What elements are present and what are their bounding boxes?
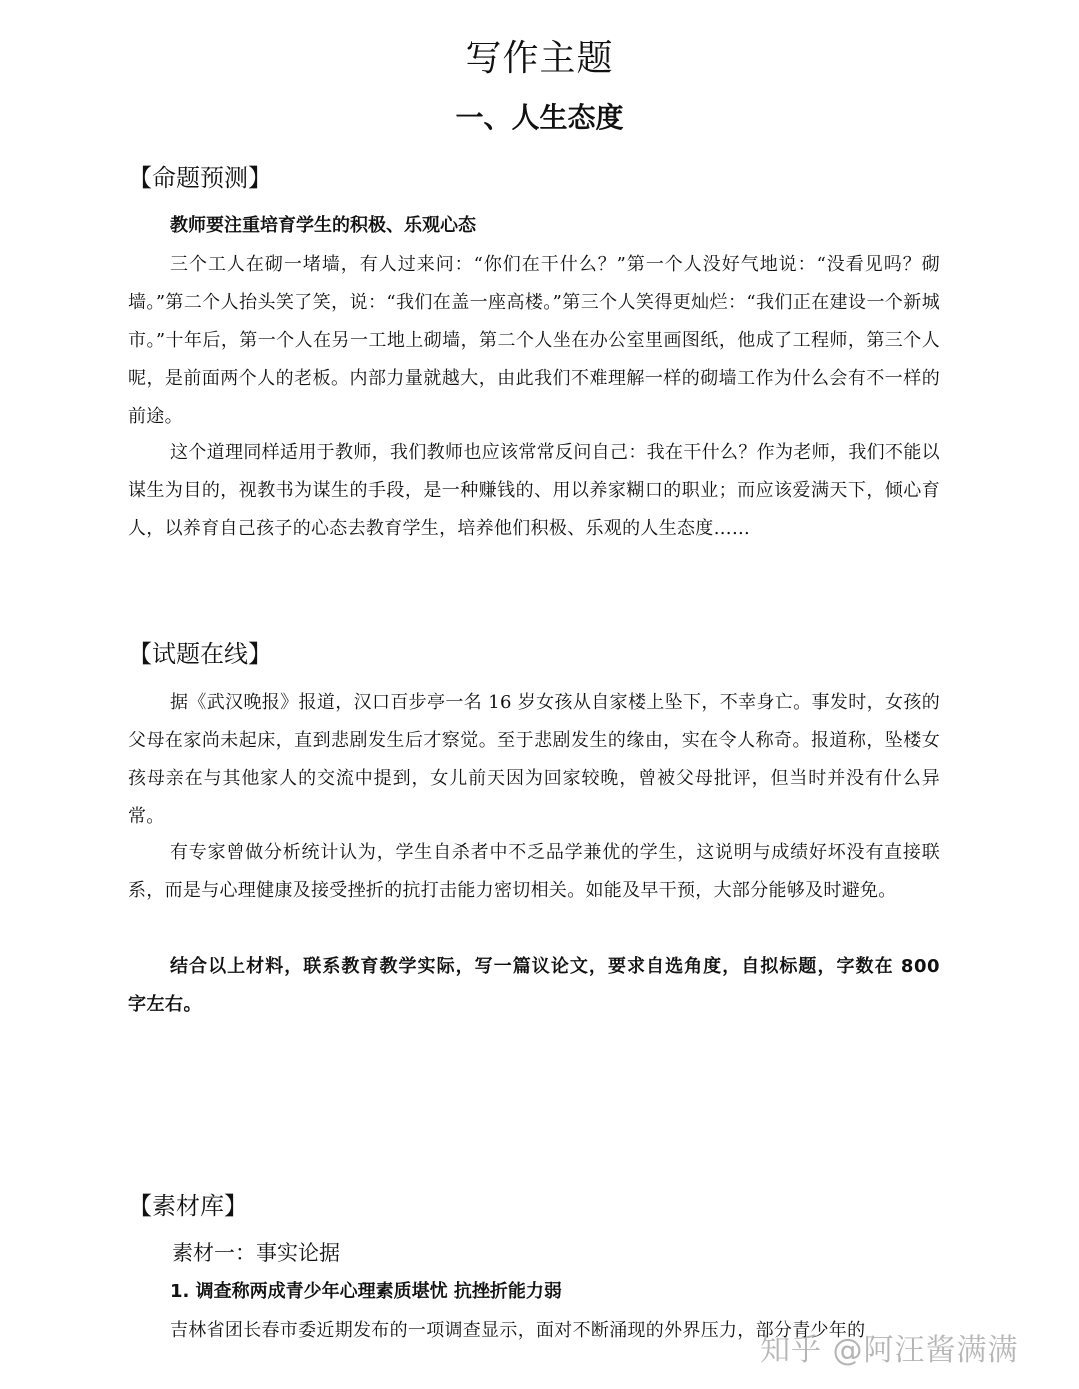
section-heading-online: 【试题在线】 [128, 640, 272, 668]
prediction-paragraph-1: 三个工人在砌一堵墙，有人过来问：“你们在干什么？”第一个人没好气地说：“没看见吗？砌墙。”第二个人抬头笑了笑，说：“我们在盖一座高楼。”第三个人笑得更灿烂：“我们正在建设一个新城市。”十年后，第一个人在另一工地上砌墙，第二个人坐在办公室里画图纸，他成了工程师，第三个人呢，是前面两个人的老板。内部力量就越大，由此我们不难理解一样的砌墙工作为什么会有不一样的前途。 [128, 254, 940, 427]
section-heading-prediction: 【命题预测】 [128, 164, 272, 192]
prediction-bold-heading: 教师要注重培育学生的积极、乐观心态 [170, 215, 476, 236]
online-paragraph-1: 据《武汉晚报》报道，汉口百步亭一名 16 岁女孩从自家楼上坠下，不幸身亡。事发时，女孩的父母在家尚未起床，直到悲剧发生后才察觉。至于悲剧发生的缘由，实在令人称奇。报道称，坠楼女孩母亲在与其他家人的交流中提到，女儿前天因为回家较晚，曾被父母批评，但当时并没有什么异常。 [128, 692, 940, 827]
page-title: 写作主题 [465, 38, 614, 79]
zhihu-watermark: 知乎 @阿汪酱满满 [760, 1333, 1019, 1368]
online-paragraph-2: 有专家曾做分析统计认为，学生自杀者中不乏品学兼优的学生，这说明与成绩好坏没有直接联系，而是与心理健康及接受挫折的抗打击能力密切相关。如能及早干预，大部分能够及时避免。 [128, 842, 940, 901]
chapter-subtitle: 一、人生态度 [455, 101, 624, 134]
section-heading-materials: 【素材库】 [128, 1192, 248, 1220]
materials-sub-heading: 素材一：事实论据 [172, 1241, 340, 1265]
online-task: 结合以上材料，联系教育教学实际，写一篇议论文，要求自选角度，自拟标题，字数在 800 字左右。 [128, 956, 940, 1015]
prediction-paragraph-2: 这个道理同样适用于教师，我们教师也应该常常反问自己：我在干什么？作为老师，我们不能以谋生为目的，视教书为谋生的手段，是一种赚钱的、用以养家糊口的职业；而应该爱满天下，倾心育人，以养育自己孩子的心态去教育学生，培养他们积极、乐观的人生态度…… [128, 442, 940, 539]
materials-item-heading: 1. 调查称两成青少年心理素质堪忧 抗挫折能力弱 [170, 1281, 562, 1302]
materials-paragraph: 吉林省团长春市委近期发布的一项调查显示，面对不断涌现的外界压力，部分青少年的 [170, 1320, 866, 1341]
